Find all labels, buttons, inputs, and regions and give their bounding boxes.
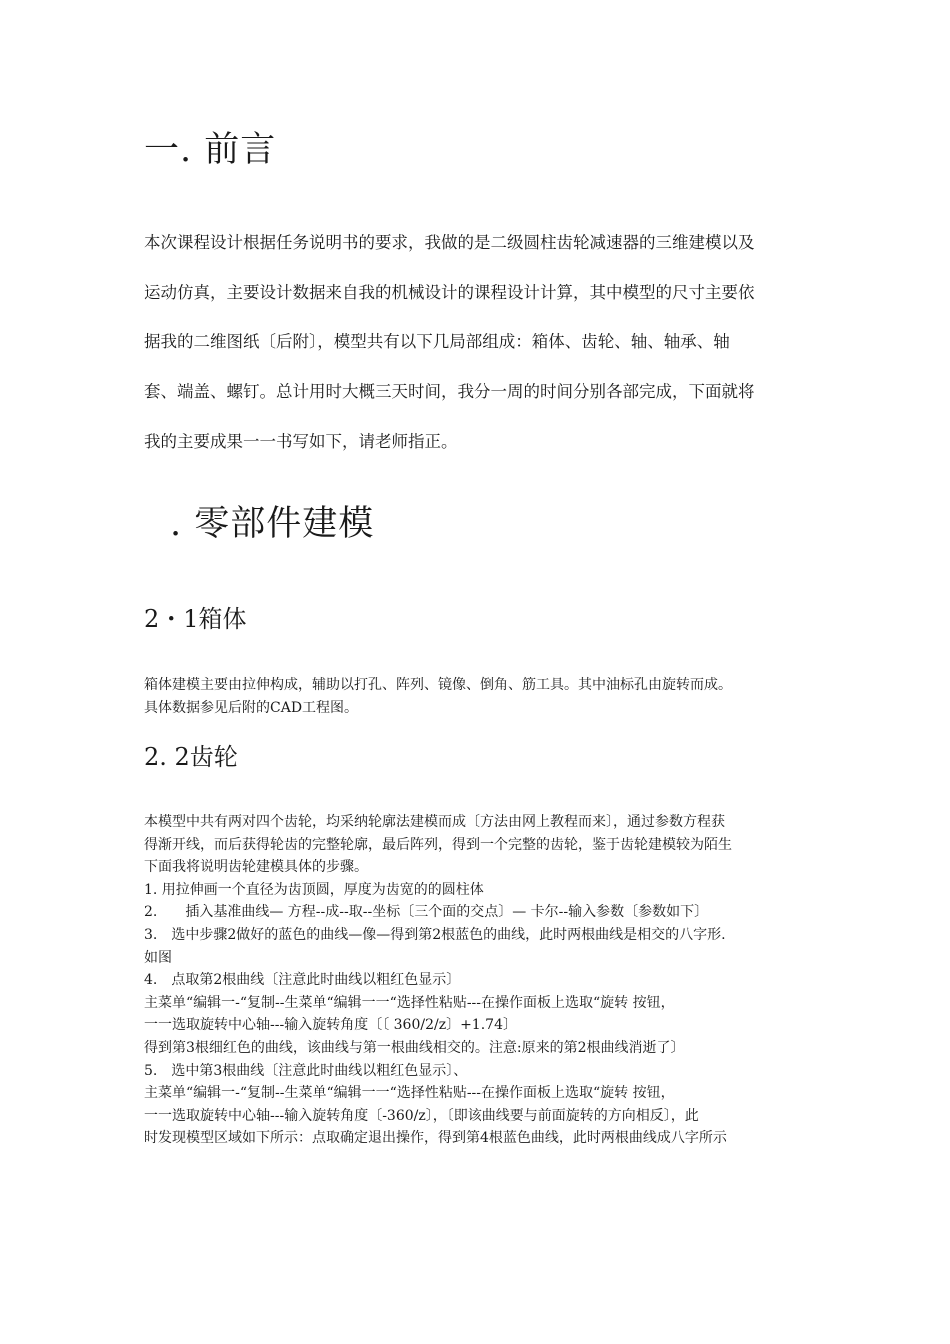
subsection-heading-gear: 2. 2齿轮 [144, 743, 238, 771]
preface-line: 套、端盖、螺钉。总计用时大概三天时间，我分一周的时间分别各部完成，下面就将 [144, 382, 755, 401]
gear-line: 本模型中共有两对四个齿轮，均采纳轮廓法建模而成〔方法由网上教程而来〕，通过参数方程获 [144, 814, 725, 830]
gear-line: 时发现模型区域如下所示：点取确定退出操作，得到第4根蓝色曲线，此时两根曲线成八字所示 [144, 1130, 727, 1147]
preface-line: 运动仿真，主要设计数据来自我的机械设计的课程设计计算，其中模型的尺寸主要依 [144, 283, 755, 302]
gear-line: 得到第3根细红色的曲线，该曲线与第一根曲线相交的。注意:原来的第2根曲线消逝了〕 [144, 1039, 685, 1056]
gear-line: 一一选取旋转中心轴---输入旋转角度〔-360/z〕，〔即该曲线要与前面旋转的方向相反〕，此 [144, 1107, 699, 1124]
gear-line: 下面我将说明齿轮建模具体的步骤。 [144, 859, 368, 876]
gear-line: 如图 [144, 949, 172, 966]
preface-line: 我的主要成果一一书写如下，请老师指正。 [144, 432, 458, 451]
gear-line: 1. 用拉伸画一个直径为齿顶圆，厚度为齿宽的的圆柱体 [144, 881, 484, 898]
section-heading-preface: 一. 前言 [144, 130, 277, 170]
preface-line: 据我的二维图纸〔后附〕，模型共有以下几局部组成：箱体、齿轮、轴、轴承、轴 [144, 332, 730, 351]
section-heading-modeling: . 零部件建模 [170, 504, 375, 544]
gear-line: 3. 选中步骤2做好的蓝色的曲线—像—得到第2根蓝色的曲线，此时两根曲线是相交的八字形. [144, 926, 726, 943]
gear-line: 4. 点取第2根曲线〔注意此时曲线以粗红色显示〕 [144, 972, 461, 989]
box-line: 具体数据参见后附的CAD工程图。 [144, 699, 359, 716]
subsection-heading-box: 2・1箱体 [144, 605, 247, 633]
preface-line: 本次课程设计根据任务说明书的要求，我做的是二级圆柱齿轮减速器的三维建模以及 [144, 233, 755, 252]
gear-line: 5. 选中第3根曲线〔注意此时曲线以粗红色显示〕、 [144, 1062, 468, 1079]
gear-line: 一一选取旋转中心轴---输入旋转角度〔〔 360/2/z〕+1.74〕 [144, 1017, 517, 1034]
box-paragraph [144, 674, 824, 719]
gear-line: 主菜单“编辑一-“复制--生菜单“编辑一一“选择性粘贴---在操作面板上选取“旋转 按钮， [144, 994, 675, 1011]
gear-paragraph [144, 811, 824, 1150]
gear-line: 2. 插入基准曲线— 方程--成--取--坐标〔三个面的交点〕— 卡尔--输入参数〔参数如下〕 [144, 904, 709, 921]
gear-line: 主菜单“编辑一-“复制--生菜单“编辑一一“选择性粘贴---在操作面板上选取“旋转 按钮， [144, 1085, 675, 1102]
box-line: 箱体建模主要由拉伸构成，辅助以打孔、阵列、镜像、倒角、筋工具。其中油标孔由旋转而成。 [144, 677, 732, 693]
gear-line: 得渐开线，而后获得轮齿的完整轮廓，最后阵列，得到一个完整的齿轮，鉴于齿轮建模较为陌生 [144, 836, 732, 853]
